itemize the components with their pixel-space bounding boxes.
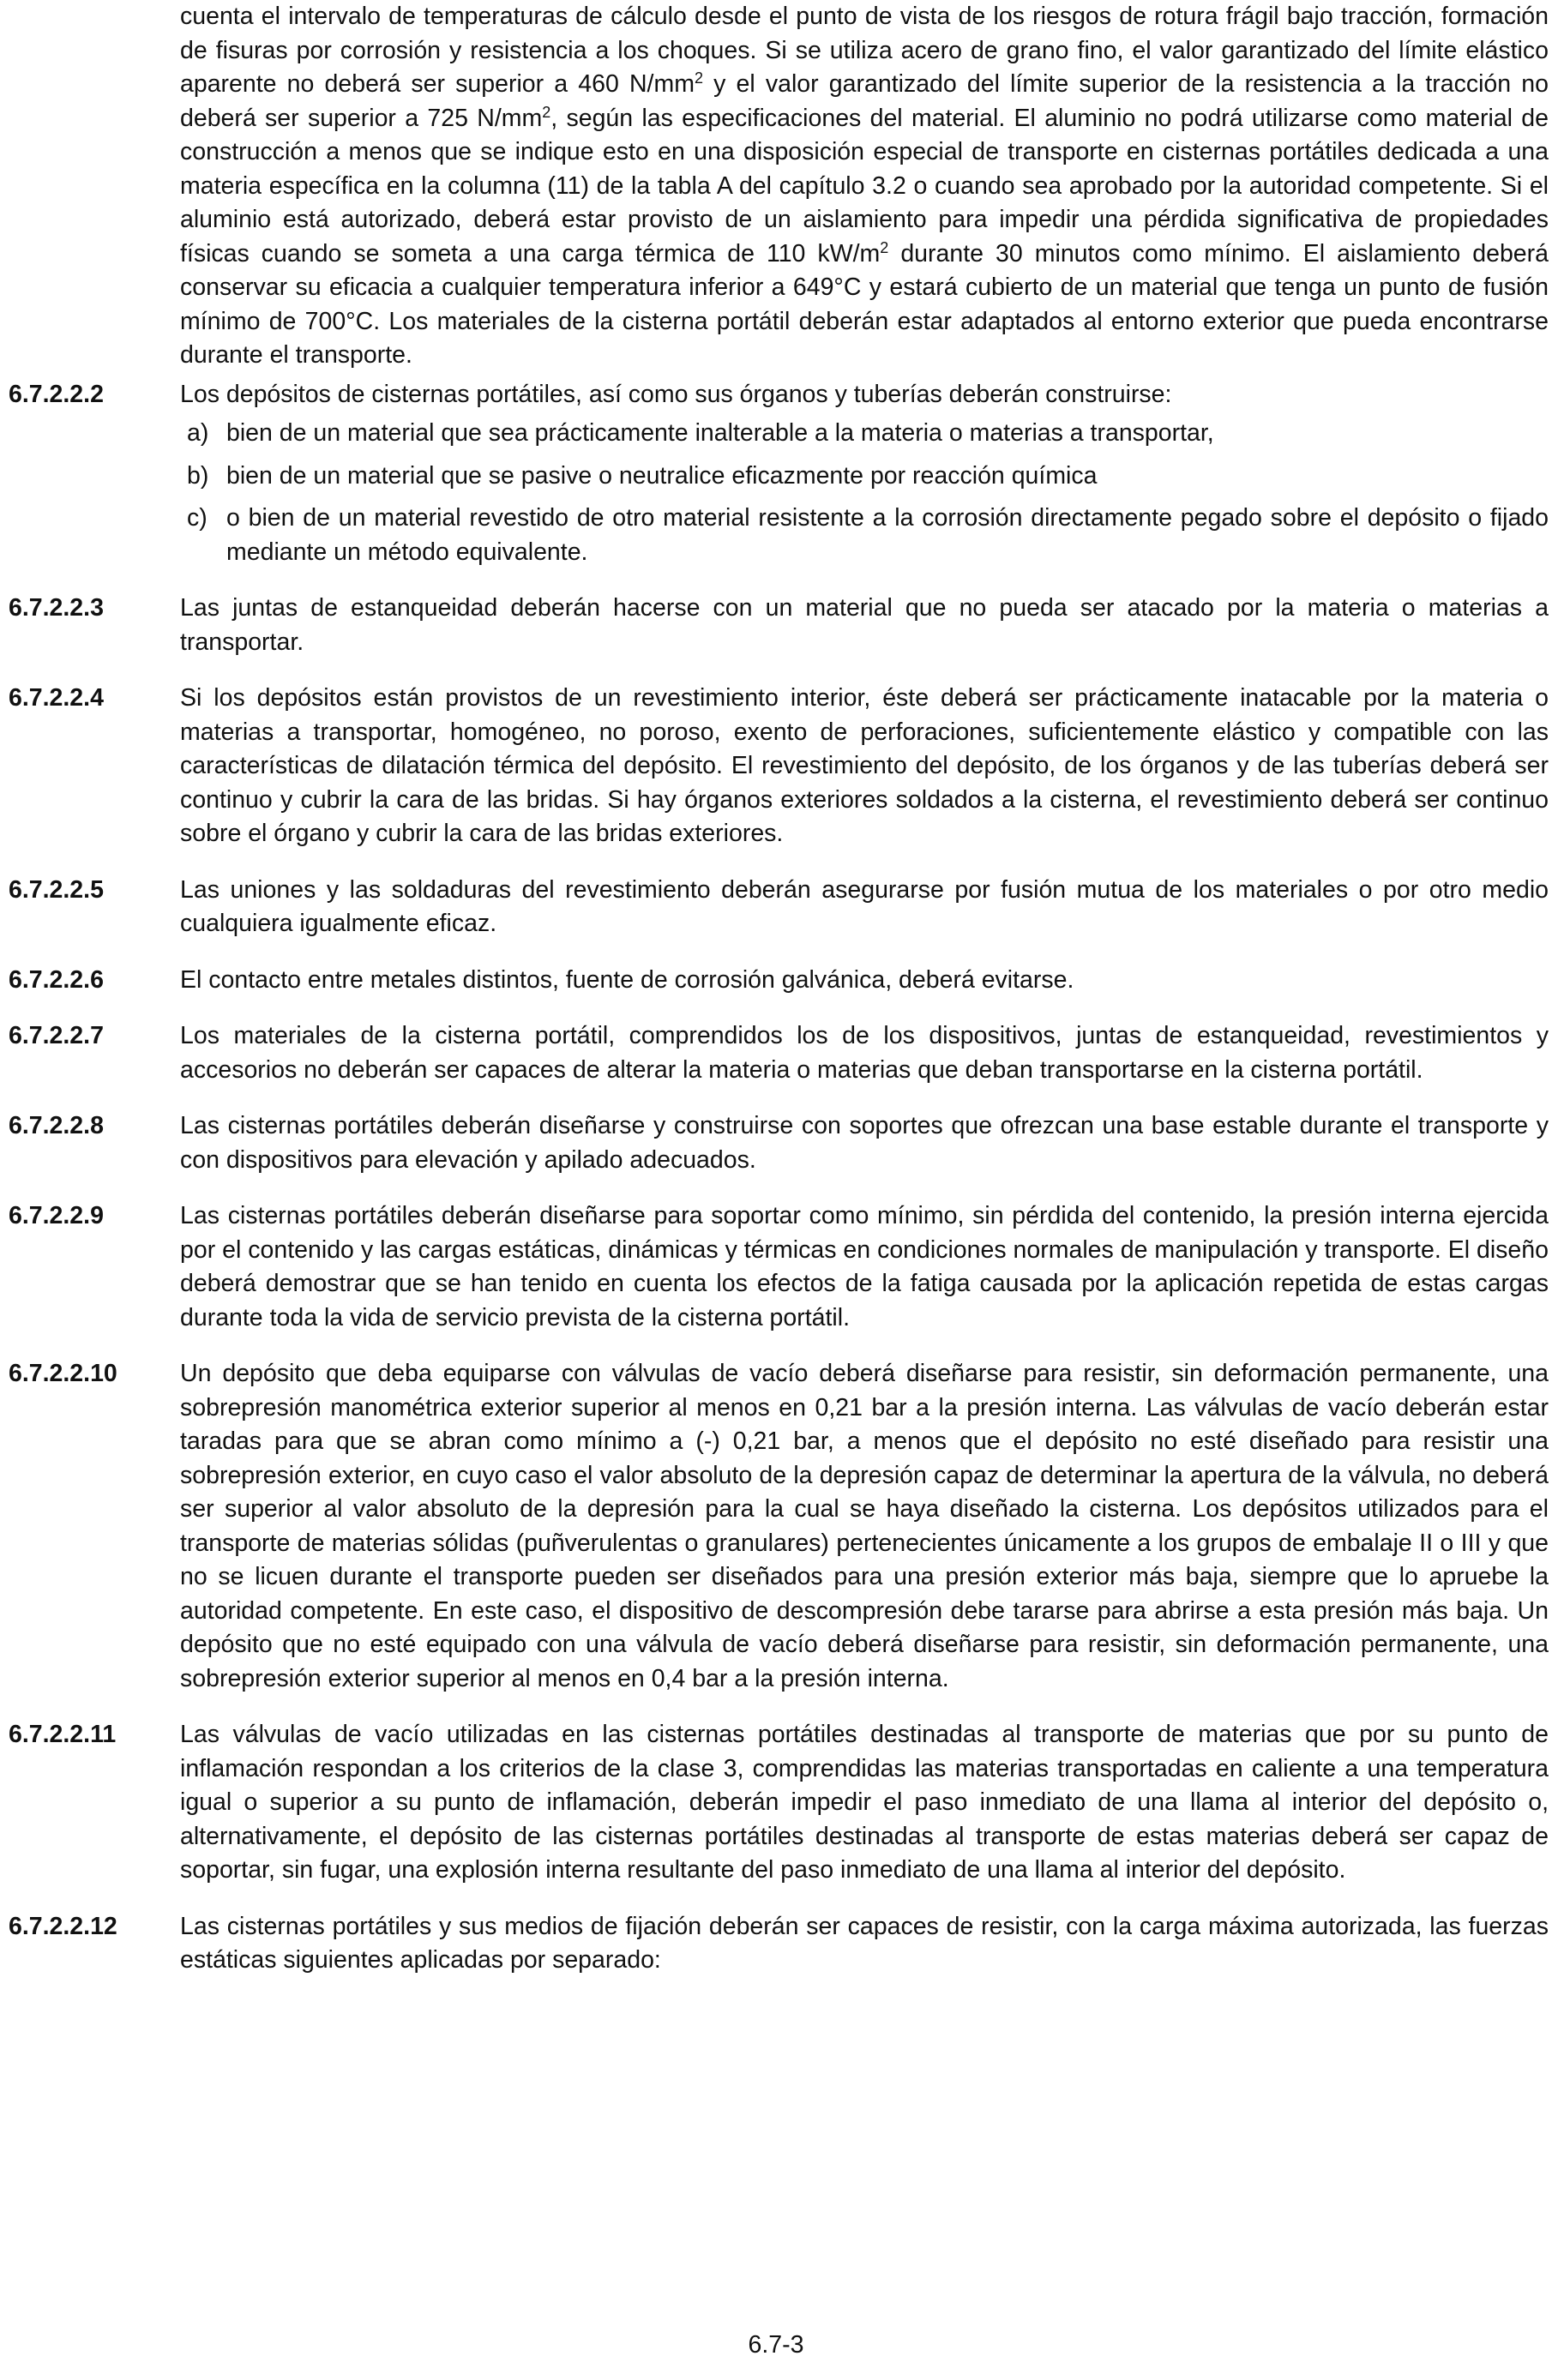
section-number: 6.7.2.2.3: [9, 594, 104, 622]
section-number: 6.7.2.2.5: [9, 875, 104, 904]
section-text: Los depósitos de cisternas portátiles, así como sus órganos y tuberías deberán construirse:: [180, 380, 1172, 408]
section-6-7-2-2-6: [9, 964, 1543, 998]
intro-text: [180, 0, 1549, 373]
section-text: El contacto entre metales distintos, fuente de corrosión galvánica, deberá evitarse.: [180, 965, 1074, 994]
section-number: 6.7.2.2.2: [9, 380, 104, 408]
section-body: [180, 378, 1549, 570]
item-list: [180, 417, 1549, 569]
list-item: [180, 460, 1549, 494]
section-6-7-2-2-9: [9, 1199, 1549, 1335]
list-item-label: a): [187, 419, 209, 447]
section-text: Un depósito que deba equiparse con válvulas de vacío deberá diseñarse para resistir, sin deformación permanente, una sobrepresión manométrica exterior superior al menos en 0,21 bar a la presión interna. Las válvulas de vacío deberán estar taradas para que se abran como mínimo a (-) 0,21 bar, a menos que el depósito no esté diseñado para resistir una sobrepresión exterior, en cuyo caso el valor absoluto de la depresión capaz de determinar la apertura de la válvula, no deberá ser superior al valor absoluto de la depresión para la cual se haya diseñado la cisterna. Los depósitos utilizados para el transporte de materias sólidas (puñverulentas o granulares) pertenecientes únicamente a los grupos de embalaje II o III y que no se licuen durante el transporte pueden ser diseñados para una presión exterior más baja, siempre que lo apruebe la autoridad competente. En este caso, el dispositivo de descompresión debe tararse para abrirse a esta presión más baja. Un depósito que no esté equipado con una válvula de vacío deberá diseñarse para resistir, sin deformación permanente, una sobrepresión exterior superior al menos en 0,4 bar a la presión interna.: [180, 1360, 1549, 1692]
section-text: Las juntas de estanqueidad deberán hacerse con un material que no pueda ser atacado por la materia o materias a transportar.: [180, 594, 1549, 656]
section-6-7-2-2-12: [9, 1910, 1549, 1978]
section-text: Si los depósitos están provistos de un revestimiento interior, éste deberá ser prácticamente inatacable por la materia o materias a transportar, homogéneo, no poroso, exento de perforaciones, suficientemente elástico y compatible con las características de dilatación térmica del depósito. El revestimiento del depósito, de los órganos y de las tuberías deberá ser continuo y cubrir la cara de las bridas. Si hay órganos exteriores soldados a la cisterna, el revestimiento deberá ser continuo sobre el órgano y cubrir la cara de las bridas exteriores.: [180, 684, 1549, 847]
list-item: [180, 502, 1549, 569]
superscript: 2: [880, 238, 889, 256]
section-number: 6.7.2.2.4: [9, 684, 104, 712]
section-text: Las cisternas portátiles deberán diseñarse y construirse con soportes que ofrezcan una base estable durante el transporte y con dispositivos para elevación y apilado adecuados.: [180, 1112, 1549, 1174]
section-number: 6.7.2.2.9: [9, 1202, 104, 1229]
section-number: 6.7.2.2.6: [9, 965, 104, 994]
list-item-text: bien de un material que se pasive o neutralice eficazmente por reacción química: [226, 461, 1098, 490]
list-item-label: c): [187, 504, 208, 532]
section-number: 6.7.2.2.7: [9, 1022, 104, 1049]
section-text: Los materiales de la cisterna portátil, comprendidos los de los dispositivos, juntas de estanqueidad, revestimientos y accesorios no deberán ser capaces de alterar la materia o materias que deban transportarse en la cisterna portátil.: [180, 1022, 1549, 1084]
section-6-7-2-2-2: [9, 378, 1549, 570]
section-6-7-2-2-5: [9, 874, 1549, 941]
section-6-7-2-2-8: [9, 1109, 1549, 1177]
section-6-7-2-2-11: [9, 1718, 1549, 1888]
section-text: Las válvulas de vacío utilizadas en las cisternas portátiles destinadas al transporte de materias que por su punto de inflamación respondan a los criterios de la clase 3, comprendidas las materias transportadas en caliente a una temperatura igual o superior a su punto de inflamación, deberán impedir el paso inmediato de una llama al interior del depósito o, alternativamente, el depósito de las cisternas portátiles destinadas al transporte de estas materias deberá ser capaz de soportar, sin fugar, una explosión interna resultante del paso inmediato de una llama al interior del depósito.: [180, 1721, 1549, 1884]
page-number: 6.7-3: [748, 2331, 804, 2359]
superscript: 2: [694, 69, 703, 87]
list-item: [180, 417, 1549, 451]
intro-text-part-b: y el valor garantizado del límite superior de la resistencia a la tracción no deberá ser superior a 725 N/mm: [180, 70, 1549, 132]
superscript: 2: [542, 103, 551, 121]
section-6-7-2-2-10: [9, 1357, 1549, 1696]
section-text: Las cisternas portátiles deberán diseñarse para soportar como mínimo, sin pérdida del contenido, la presión interna ejercida por el contenido y las cargas estáticas, dinámicas y térmicas en condiciones normales de manipulación y transporte. El diseño deberá demostrar que se han tenido en cuenta los efectos de la fatiga causada por la aplicación repetida de estas cargas durante toda la vida de servicio prevista de la cisterna portátil.: [180, 1202, 1549, 1331]
section-6-7-2-2-7: [9, 1019, 1549, 1087]
intro-text-part-c: , según las especificaciones del material. El aluminio no podrá utilizarse como material de construcción a menos que se indique esto en una disposición especial de transporte en cisternas portátiles dedicada a una materia específica en la columna (11) de la tabla A del capítulo 3.2 o cuando sea aprobado por la autoridad competente. Si el aluminio está autorizado, deberá estar provisto de un aislamiento para impedir una pérdida significativa de propiedades físicas cuando se someta a una carga térmica de 110 kW/m: [180, 104, 1549, 267]
document-page: [9, 0, 1549, 1978]
intro-text-part-a: cuenta el intervalo de temperaturas de cálculo desde el punto de vista de los riesgos de rotura frágil bajo tracción, formación de fisuras por corrosión y resistencia a los choques. Si se utiliza acero de grano fino, el valor garantizado del límite elástico aparente no deberá ser superior a 460 N/mm: [180, 3, 1549, 98]
section-6-7-2-2-3: [9, 592, 1549, 659]
list-item-text: bien de un material que sea prácticamente inalterable a la materia o materias a transportar,: [226, 419, 1214, 447]
section-number: 6.7.2.2.11: [9, 1721, 117, 1748]
section-number: 6.7.2.2.8: [9, 1112, 104, 1139]
section-text: Las cisternas portátiles y sus medios de fijación deberán ser capaces de resistir, con la carga máxima autorizada, las fuerzas estáticas siguientes aplicadas por separado:: [180, 1912, 1549, 1974]
list-item-text: o bien de un material revestido de otro material resistente a la corrosión directamente pegado sobre el depósito o fijado mediante un método equivalente.: [226, 504, 1549, 566]
intro-paragraph: [9, 0, 1549, 373]
section-text: Las uniones y las soldaduras del revestimiento deberán asegurarse por fusión mutua de los materiales o por otro medio cualquiera igualmente eficaz.: [180, 875, 1549, 937]
intro-text-part-d: durante 30 minutos como mínimo. El aislamiento deberá conservar su eficacia a cualquier temperatura inferior a 649°C y estará cubierto de un material que tenga un punto de fusión mínimo de 700°C. Los materiales de la cisterna portátil deberán estar adaptados al entorno exterior que pueda encontrarse durante el transporte.: [180, 239, 1549, 369]
section-number: 6.7.2.2.10: [9, 1360, 117, 1387]
section-6-7-2-2-4: [9, 682, 1549, 851]
list-item-label: b): [187, 461, 209, 490]
section-number: 6.7.2.2.12: [9, 1912, 117, 1940]
